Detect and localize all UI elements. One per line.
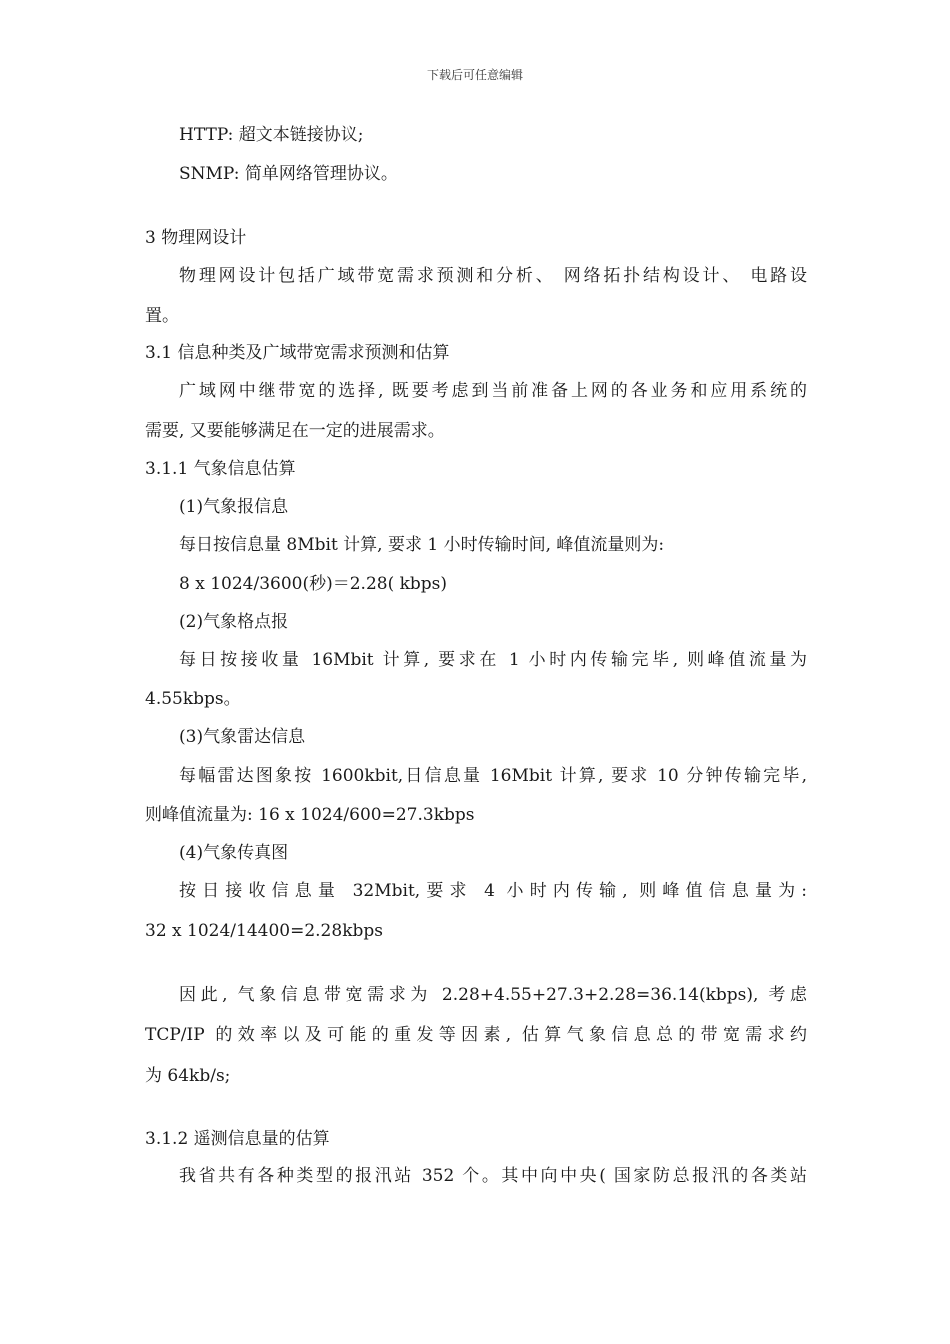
http-definition: HTTP: 超文本链接协议;	[179, 125, 364, 145]
section-3-1-paragraph-line-1: 广域网中继带宽的选择, 既要考虑到当前准备上网的各业务和应用系统的	[179, 381, 807, 401]
item-2-paragraph-line-1: 每日按接收量 16Mbit 计算, 要求在 1 小时内传输完毕, 则峰值流量为	[179, 650, 807, 670]
item-4-paragraph-line-2: 32 x 1024/14400=2.28kbps	[145, 921, 383, 941]
item-1-title: (1)气象报信息	[179, 497, 289, 517]
section-3-1-2-paragraph-line-1: 我省共有各种类型的报汛站 352 个。其中向中央( 国家防总报汛的各类站	[179, 1166, 807, 1186]
section-3-paragraph-line-1: 物理网设计包括广域带宽需求预测和分析、 网络拓扑结构设计、 电路设	[179, 266, 807, 286]
page-header: 下载后可任意编辑	[426, 68, 523, 82]
item-2-title: (2)气象格点报	[179, 612, 289, 632]
item-2-paragraph-line-2: 4.55kbps。	[145, 689, 241, 709]
summary-paragraph-line-3: 为 64kb/s;	[145, 1066, 231, 1086]
section-3-1-2-heading: 3.1.2 遥测信息量的估算	[145, 1129, 330, 1149]
item-3-paragraph-line-1: 每幅雷达图象按 1600kbit,日信息量 16Mbit 计算, 要求 10 分钟传输完毕,	[179, 766, 807, 786]
item-4-title: (4)气象传真图	[179, 843, 289, 863]
section-3-1-paragraph-line-2: 需要, 又要能够满足在一定的进展需求。	[145, 421, 445, 441]
section-3-1-1-heading: 3.1.1 气象信息估算	[145, 459, 296, 479]
snmp-definition: SNMP: 简单网络管理协议。	[179, 164, 398, 184]
section-3-paragraph-line-2: 置。	[145, 306, 179, 326]
section-3-heading: 3 物理网设计	[145, 228, 247, 248]
item-3-title: (3)气象雷达信息	[179, 727, 306, 747]
item-4-paragraph-line-1: 按日接收信息量 32Mbit,要求 4 小时内传输, 则峰值信息量为:	[179, 881, 807, 901]
item-3-paragraph-line-2: 则峰值流量为: 16 x 1024/600=27.3kbps	[145, 805, 475, 825]
item-1-formula: 8 x 1024/3600(秒)＝2.28( kbps)	[179, 574, 448, 594]
section-3-1-heading: 3.1 信息种类及广域带宽需求预测和估算	[145, 343, 450, 363]
item-1-paragraph: 每日按信息量 8Mbit 计算, 要求 1 小时传输时间, 峰值流量则为:	[179, 535, 665, 555]
summary-paragraph-line-2: TCP/IP 的效率以及可能的重发等因素, 估算气象信息总的带宽需求约	[145, 1025, 807, 1045]
summary-paragraph-line-1: 因此, 气象信息带宽需求为 2.28+4.55+27.3+2.28=36.14(kbps), 考虑	[179, 985, 807, 1005]
